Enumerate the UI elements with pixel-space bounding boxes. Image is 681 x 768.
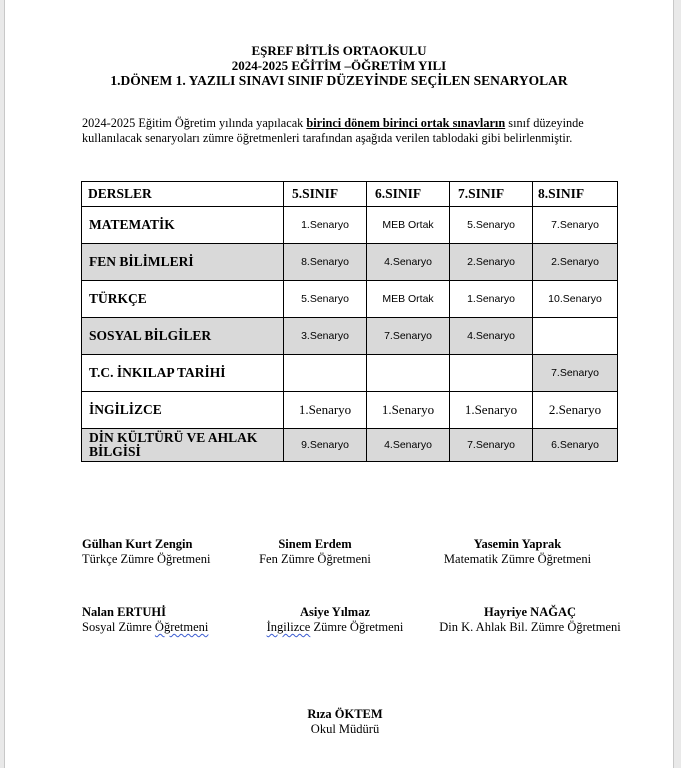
value-cell: 8.Senaryo bbox=[284, 244, 367, 281]
signature-fen bbox=[255, 537, 375, 567]
value-cell: 3.Senaryo bbox=[284, 318, 367, 355]
signer-name: Nalan ERTUHİ bbox=[82, 605, 166, 619]
table-row bbox=[82, 207, 618, 244]
school-name: EŞREF BİTLİS ORTAOKULU bbox=[251, 43, 427, 58]
value-cell: 4.Senaryo bbox=[450, 318, 533, 355]
header-grade-7: 7.SINIF bbox=[450, 182, 533, 207]
value-cell: MEB Ortak bbox=[367, 207, 450, 244]
value-cell: 7.Senaryo bbox=[367, 318, 450, 355]
subject-cell: FEN BİLİMLERİ bbox=[82, 244, 284, 281]
table-header-row bbox=[82, 182, 618, 207]
value-cell: 1.Senaryo bbox=[367, 392, 450, 429]
signer-role: Din K. Ahlak Bil. Zümre Öğretmeni bbox=[439, 620, 621, 634]
signature-matematik bbox=[430, 537, 605, 567]
signer-role: Fen Zümre Öğretmeni bbox=[259, 552, 371, 566]
header-grade-8: 8.SINIF bbox=[533, 182, 618, 207]
value-cell: 2.Senaryo bbox=[450, 244, 533, 281]
signer-name: Rıza ÖKTEM bbox=[307, 707, 383, 721]
value-cell bbox=[367, 355, 450, 392]
header-grade-5: 5.SINIF bbox=[284, 182, 367, 207]
value-cell: 2.Senaryo bbox=[533, 244, 618, 281]
header-grade-6: 6.SINIF bbox=[367, 182, 450, 207]
document-page bbox=[4, 0, 674, 768]
subject-cell: MATEMATİK bbox=[82, 207, 284, 244]
table-row bbox=[82, 281, 618, 318]
value-cell bbox=[450, 355, 533, 392]
signature-principal bbox=[295, 707, 395, 737]
value-cell bbox=[533, 318, 618, 355]
signer-role-part: Sosyal Zümre bbox=[82, 620, 155, 634]
intro-text-end: sınıf düzeyinde kullanılacak senaryoları zümre öğretmenleri tarafından aşağıda verilen tablodaki gibi belirlenmiştir. bbox=[82, 116, 584, 145]
value-cell: 6.Senaryo bbox=[533, 429, 618, 462]
subject-cell: T.C. İNKILAP TARİHİ bbox=[82, 355, 284, 392]
signature-ingilizce bbox=[255, 605, 415, 635]
signer-name: Gülhan Kurt Zengin bbox=[82, 537, 193, 551]
subject-cell: SOSYAL BİLGİLER bbox=[82, 318, 284, 355]
table-row bbox=[82, 392, 618, 429]
value-cell bbox=[284, 355, 367, 392]
value-cell: 1.Senaryo bbox=[450, 281, 533, 318]
intro-paragraph bbox=[82, 116, 642, 146]
signer-role: Okul Müdürü bbox=[310, 722, 380, 736]
value-cell: 10.Senaryo bbox=[533, 281, 618, 318]
value-cell: 9.Senaryo bbox=[284, 429, 367, 462]
signer-role-part: Zümre Öğretmeni bbox=[310, 620, 404, 634]
value-cell: 2.Senaryo bbox=[533, 392, 618, 429]
value-cell: 7.Senaryo bbox=[450, 429, 533, 462]
value-cell: 5.Senaryo bbox=[284, 281, 367, 318]
table-row bbox=[82, 244, 618, 281]
signer-role bbox=[82, 620, 208, 635]
subject-cell: İNGİLİZCE bbox=[82, 392, 284, 429]
academic-year: 2024-2025 EĞİTİM –ÖĞRETİM YILI bbox=[231, 58, 447, 73]
value-cell: 4.Senaryo bbox=[367, 429, 450, 462]
table-row bbox=[82, 355, 618, 392]
header-subjects: DERSLER bbox=[82, 182, 284, 207]
subject-cell: DİN KÜLTÜRÜ VE AHLAK BİLGİSİ bbox=[82, 429, 284, 462]
signer-role-spellcheck: İngilizce bbox=[266, 620, 311, 634]
value-cell: 1.Senaryo bbox=[284, 207, 367, 244]
value-cell: 7.Senaryo bbox=[533, 207, 618, 244]
signer-role: Türkçe Zümre Öğretmeni bbox=[82, 552, 211, 566]
signature-sosyal bbox=[82, 605, 208, 635]
subject-cell: TÜRKÇE bbox=[82, 281, 284, 318]
value-cell: 7.Senaryo bbox=[533, 355, 618, 392]
signer-role bbox=[255, 620, 415, 635]
signer-name: Asiye Yılmaz bbox=[299, 605, 370, 619]
signer-name: Yasemin Yaprak bbox=[473, 537, 562, 551]
signature-din bbox=[420, 605, 640, 635]
signer-name: Sinem Erdem bbox=[278, 537, 352, 551]
intro-text-start: 2024-2025 Eğitim Öğretim yılında yapılacak bbox=[82, 116, 307, 130]
table-row bbox=[82, 318, 618, 355]
document-subtitle: 1.DÖNEM 1. YAZILI SINAVI SINIF DÜZEYİNDE SEÇİLEN SENARYOLAR bbox=[110, 73, 568, 88]
scenario-table bbox=[81, 181, 618, 462]
value-cell: 5.Senaryo bbox=[450, 207, 533, 244]
signer-role: Matematik Zümre Öğretmeni bbox=[443, 552, 592, 566]
value-cell: 1.Senaryo bbox=[284, 392, 367, 429]
signer-name: Hayriye NAĞAÇ bbox=[484, 605, 576, 619]
signature-turkce bbox=[82, 537, 210, 567]
signer-role-spellcheck: Öğretmeni bbox=[154, 620, 209, 634]
intro-text-emphasis: birinci dönem birinci ortak sınavların bbox=[306, 116, 506, 130]
value-cell: 4.Senaryo bbox=[367, 244, 450, 281]
value-cell: 1.Senaryo bbox=[450, 392, 533, 429]
table-row bbox=[82, 429, 618, 462]
value-cell: MEB Ortak bbox=[367, 281, 450, 318]
